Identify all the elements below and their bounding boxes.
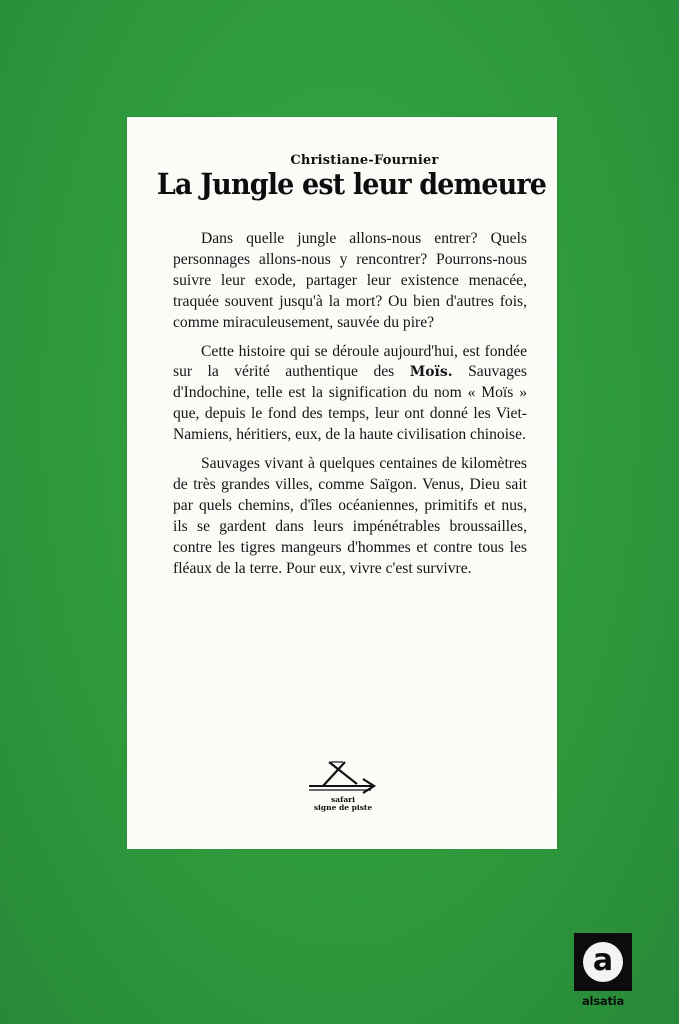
blurb-p2-bold: Moïs. bbox=[409, 364, 453, 381]
collection-line-1: safari bbox=[331, 795, 355, 804]
text-panel bbox=[127, 117, 557, 849]
blurb-paragraph-2 bbox=[173, 342, 527, 447]
publisher-name: alsatia bbox=[581, 994, 625, 1008]
blurb-paragraph-1: Dans quelle jungle allons-nous entrer? Quels personnages allons-nous y rencontrer? Pourrons-nous suivre leur exode, partager leur existence menacée, traquée souvent jusqu'à la mort? Ou bien d'autres fois, comme miraculeusement, sauvée du pire? bbox=[173, 230, 527, 331]
blurb bbox=[173, 229, 527, 588]
blurb-paragraph-3: Sauvages vivant à quelques centaines de kilomètres de très grandes villes, comme Saïgon. Venus, Dieu sait par quels chemins, d'îles océaniennes, primitifs et nus, ils se gardent dans leurs impénétrables broussailles, contre les tigres mangeurs d'hommes et contre tous les fléaux de la terre. Pour eux, vivre c'est survivre. bbox=[173, 455, 527, 577]
safari-collection-logo bbox=[307, 759, 379, 821]
publisher-mark bbox=[574, 933, 632, 991]
tent-arrow-icon bbox=[307, 759, 379, 795]
blurb-p2-start: Cette histoire qui se déroule aujourd'hui, est fondée sur la vérité authentique des bbox=[173, 342, 527, 381]
publisher-logo bbox=[574, 933, 634, 1011]
book-title: La Jungle est leur demeure bbox=[156, 167, 547, 201]
publisher-circle bbox=[583, 942, 623, 982]
blurb-p2-end: Sauvages d'Indochine, telle est la signification du nom « Moïs » que, depuis le fond des temps, leur ont donné les Viet-Namiens, héritiers, eux, de la haute civilisation chinoise. bbox=[173, 363, 527, 444]
author-name: Christiane-Fournier bbox=[290, 153, 439, 168]
publisher-letter: a bbox=[592, 943, 614, 978]
collection-line-2: signe de piste bbox=[313, 803, 373, 812]
